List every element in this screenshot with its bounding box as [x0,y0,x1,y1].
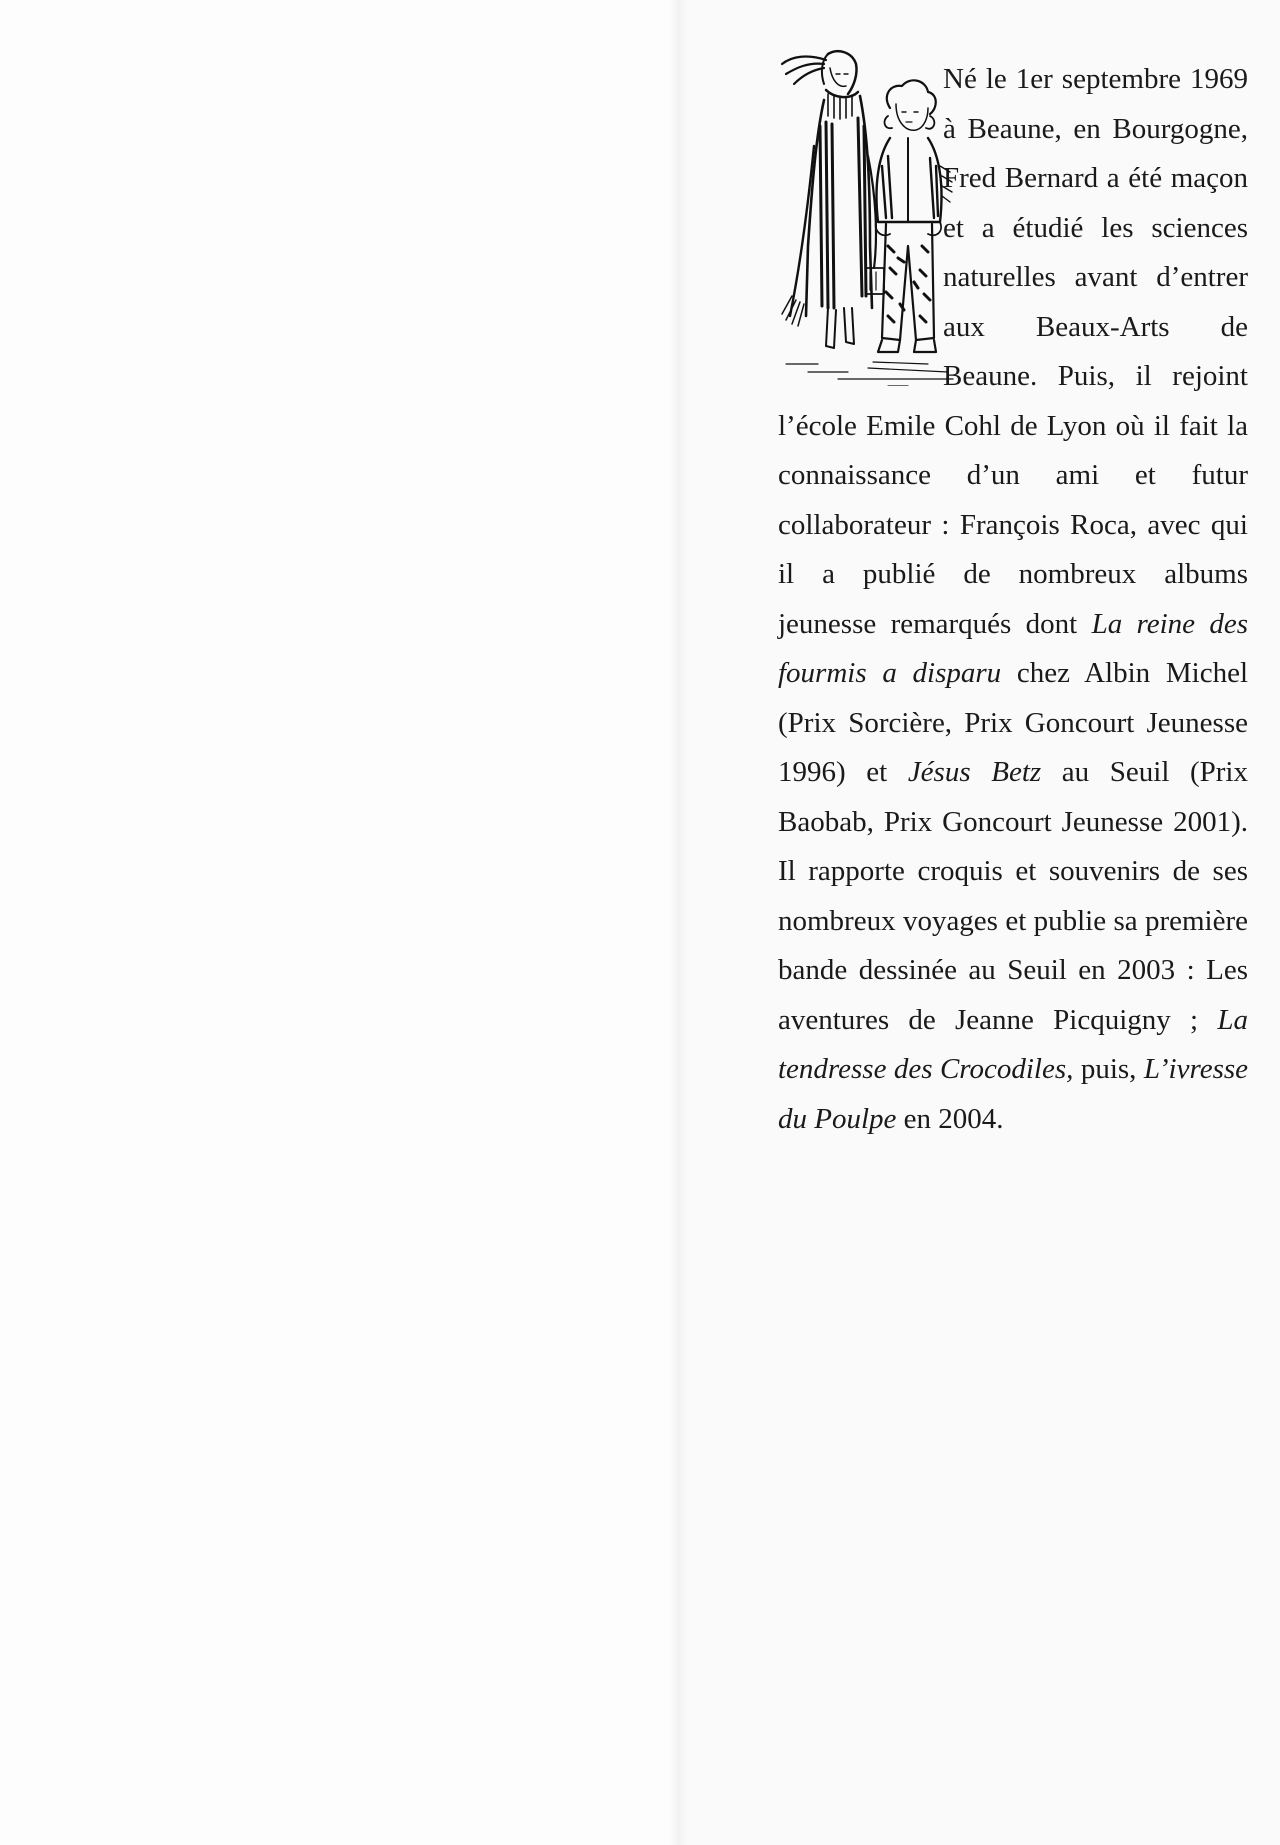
bio-text-part5: en 2004. [896,1102,1004,1135]
book-title-tendresse-crocodiles: La tendresse des Crocodiles, [778,1003,1248,1085]
book-title-jesus-betz: Jésus Betz [907,756,1042,788]
bio-text-part1: Né le 1er septembre 1969 à Beaune, en Bourgogne, Fred Bernard a été maçon et a étudié les sciences naturelles avant d’entrer aux Beaux-Arts de Beaune. Puis, il rejoint l’école Emile Cohl de Lyon où il fait la connaissance d’un ami et futur collaborateur : François Roca, avec qui il a publié de nombreux albums jeunesse remarqués dont [778,63,1248,640]
woman-right [876,80,952,352]
book-title-ivresse-poulpe: L’ivresse du Poulpe [778,1053,1249,1135]
book-title-reine-des-fourmis: La reine des fourmis a disparu [778,607,1249,689]
woman-left [782,51,884,348]
two-women-walking-ink-drawing-icon [778,46,978,386]
bio-text-part4: puis, [1073,1053,1144,1085]
bio-text-part3: au Seuil (Prix Baobab, Prix Goncourt Jeunesse 2001). Il rapporte croquis et souvenirs de ses nombreux voyages et publie sa première bande dessinée au Seuil en 2003 : Les aventures de Jeanne Picquigny ; [778,756,1248,1036]
bio-text-part2: chez Albin Michel (Prix Sorcière, Prix Goncourt Jeunesse 1996) et [778,657,1248,788]
book-gutter [668,0,688,1845]
